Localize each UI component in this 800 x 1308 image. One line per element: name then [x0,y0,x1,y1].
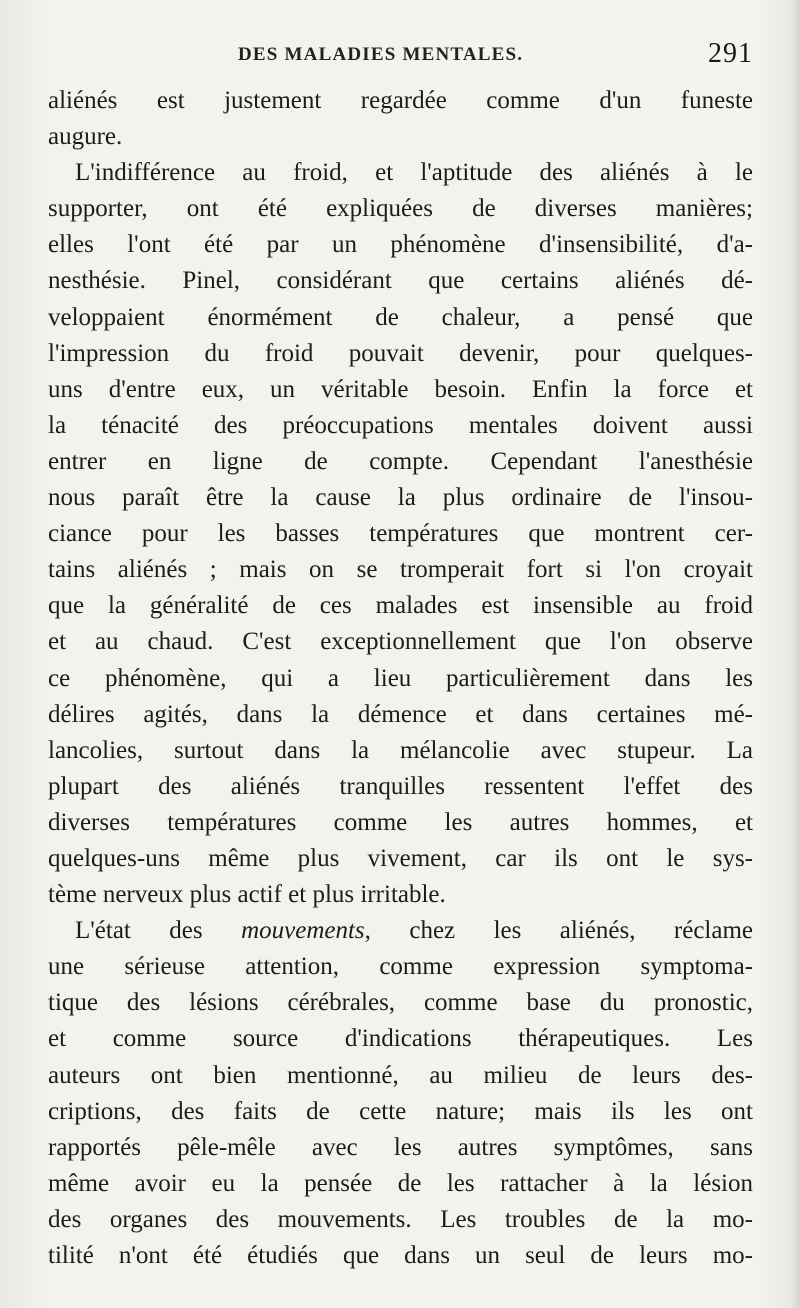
text-fragment: L'état des [75,917,242,945]
text-line: et au chaud. C'est exceptionnellement que l'on observe [48,628,753,656]
text-line: plupart des aliénés tranquilles ressentent l'effet des [48,772,753,800]
text-line: quelques-uns même plus vivement, car ils ont le sys- [48,844,753,872]
text-line: lancolies, surtout dans la mélancolie avec stupeur. La [48,736,753,764]
text-fragment: , chez les aliénés, réclame [364,917,753,945]
text-line: veloppaient énormément de chaleur, a pensé que [48,303,753,331]
page-number: 291 [708,38,753,69]
text-line: des organes des mouvements. Les troubles de la mo- [48,1205,753,1233]
text-line: nous paraît être la cause la plus ordinaire de l'insou- [48,484,753,512]
text-line: L'indifférence au froid, et l'aptitude des aliénés à le [75,159,753,187]
text-line: criptions, des faits de cette nature; mais ils les ont [48,1097,753,1125]
text-line: tains aliénés ; mais on se tromperait fort si l'on croyait [48,556,753,584]
text-line: auteurs ont bien mentionné, au milieu de leurs des- [48,1061,753,1089]
text-line: ciance pour les basses températures que montrent cer- [48,520,753,548]
text-line: nesthésie. Pinel, considérant que certains aliénés dé- [48,267,753,295]
italic-term: mouvements [241,917,365,945]
text-line: ce phénomène, qui a lieu particulièrement dans les [48,664,753,692]
text-line: uns d'entre eux, un véritable besoin. Enfin la force et [48,375,753,403]
text-line: tique des lésions cérébrales, comme base du pronostic, [48,989,753,1017]
page-edge-shadow [790,0,800,1308]
text-line: une sérieuse attention, comme expression symptoma- [48,953,753,981]
text-line: rapportés pêle-mêle avec les autres symptômes, sans [48,1133,753,1161]
text-line: diverses températures comme les autres hommes, et [48,808,753,836]
text-line: supporter, ont été expliquées de diverses manières; [48,195,753,223]
text-line: que la généralité de ces malades est insensible au froid [48,592,753,620]
text-line: entrer en ligne de compte. Cependant l'anesthésie [48,447,753,475]
text-line: l'impression du froid pouvait devenir, pour quelques- [48,339,753,367]
text-line-italic-emphasis [48,913,753,949]
text-line: tilité n'ont été étudiés que dans un seul de leurs mo- [48,1242,753,1269]
text-line: aliénés est justement regardée comme d'un funeste [48,87,753,114]
text-line: augure. [48,123,123,151]
text-line: même avoir eu la pensée de les rattacher à la lésion [48,1169,753,1197]
running-head-title: DES MALADIES MENTALES. [238,44,524,65]
text-line: la ténacité des préoccupations mentales doivent aussi [48,411,753,439]
text-line: et comme source d'indications thérapeutiques. Les [48,1025,753,1053]
body-text [48,83,753,1274]
text-line: délires agités, dans la démence et dans certaines mé- [48,700,753,728]
text-line: elles l'ont été par un phénomène d'insensibilité, d'a- [48,231,753,259]
text-line: tème nerveux plus actif et plus irritable. [48,881,446,909]
running-head [48,40,753,76]
